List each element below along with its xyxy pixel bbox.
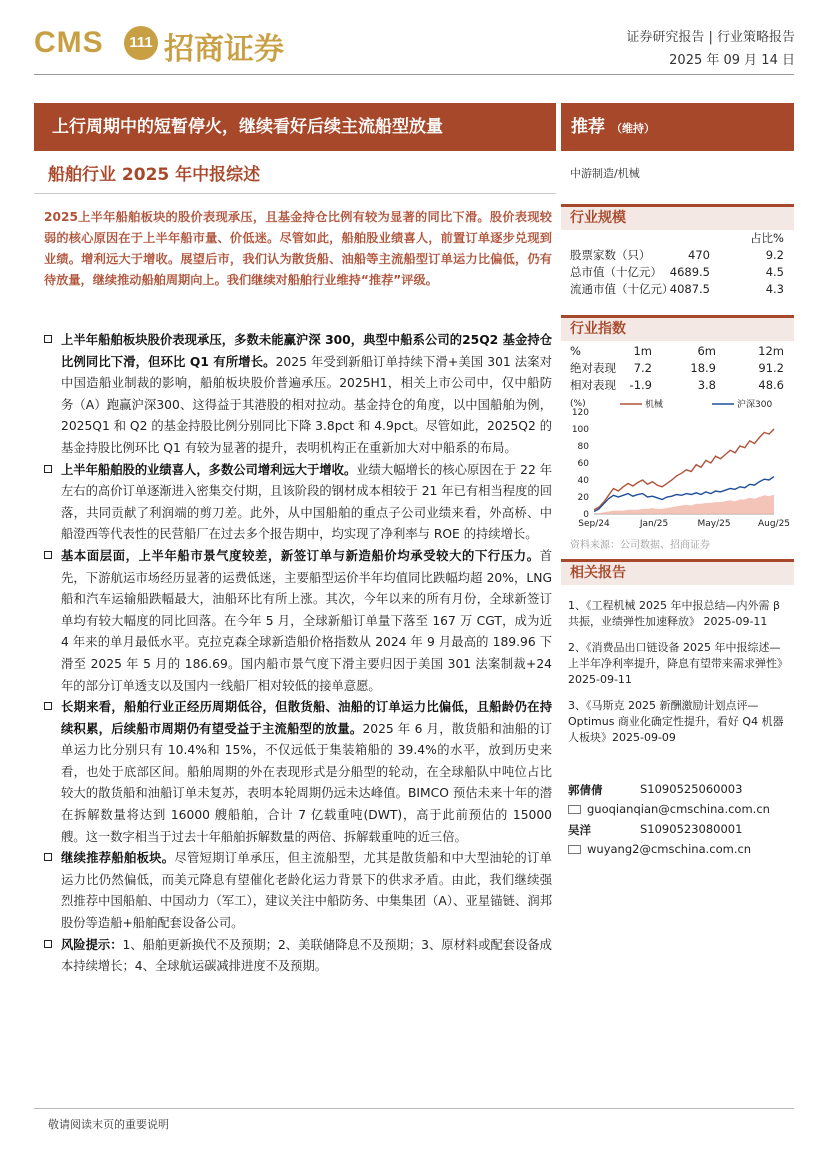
report-type: 证券研究报告 | 行业策略报告 — [626, 30, 795, 45]
checkbox-bullet-icon — [44, 940, 52, 948]
chart-source: 资料来源：公司数据、招商证券 — [570, 540, 710, 551]
rating-box — [561, 103, 794, 151]
pct-header: 占比% — [750, 231, 784, 245]
x-tick-label: May/25 — [697, 519, 731, 529]
cell-1m: 7.2 — [633, 361, 652, 375]
scale-heading: 行业规模 — [561, 204, 794, 230]
footer-divider — [34, 1108, 794, 1109]
row-pct: 4.5 — [765, 265, 784, 279]
report-date: 2025 年 09 月 14 日 — [669, 53, 795, 68]
legend-label: 机械 — [645, 400, 664, 410]
mail-icon — [568, 805, 581, 814]
x-tick-label: Sep/24 — [578, 519, 610, 529]
cell-6m: 18.9 — [690, 361, 716, 375]
col-header: 1m — [633, 344, 652, 358]
rating-label: 推荐 — [571, 117, 605, 137]
row-label: 股票家数（只） — [570, 248, 651, 262]
bullet-text: 首先，下游航运市场经历显著的运费低迷，主要船型运价半年均值同比跌幅均超 20%，LNG 船和汽车运输船跌幅最大，油船环比有所上涨。其次，今年以来的所有月份，全球新签订单均有较大幅度的同比回落。在今年 5 月，全球新船订单量下落至 167 万 CGT，成为近 4 年来的单月最低水平。克拉克森全球新造船价格指数从 2024 年 9 月最高的 189.96 下滑至 2025 年 5 月的 186.69。国内船市景气度下滑主要归因于美国 301 法案制裁+24 年的部分订单透支以及国内一线船厂相对较低的接单意愿。 — [61, 548, 552, 693]
report-subtitle: 船舶行业 2025 年中报综述 — [48, 165, 261, 185]
logo-text: CMS — [34, 26, 104, 59]
row-label: 总市值（十亿元） — [570, 265, 662, 279]
analyst-name: 吴洋 — [568, 823, 591, 837]
bullet-lead: 风险提示： — [61, 937, 123, 952]
header-divider — [34, 74, 794, 75]
bullet-text: 2025 年 6 月，散货船和油船的订单运力比分别只有 10.4%和 15%，不仅远低于集装箱船的 39.4%的水平，放到历史来看，也处于底部区间。船舶周期的外在表现形式是分船型的轮动，在全球船队中吨位占比较大的散货船和油船订单未复苏，表明本轮周期仍远未达峰值。BIMCO 预估未来十年的潜在拆解数量将达到 16000 艘船舶，合计 7 亿载重吨(DWT)，高于此前预估的 15000 艘。这一数字相当于过去十年船舶拆解数量的两倍、拆解载重吨的近三倍。 — [61, 721, 552, 844]
checkbox-bullet-icon — [44, 465, 52, 473]
bullet-item — [44, 460, 552, 546]
cell-12m: 48.6 — [758, 378, 784, 392]
analyst-id: S1090523080001 — [640, 822, 743, 836]
col-header: 12m — [758, 344, 784, 358]
bullet-text: 1、船舶更新换代不及预期；2、美联储降息不及预期；3、原材料或配套设备成本持续增长；4、全球航运碳减排进度不及预期。 — [61, 937, 552, 974]
bullet-lead: 上半年船舶板块股价表现承压，多数未能赢沪深 300，典型中船系公司的25Q2 基金持仓比例同比下滑，但环比 Q1 有所增长。 — [61, 333, 552, 369]
analyst-email[interactable]: guoqianqian@cmschina.com.cn — [587, 802, 770, 816]
col-header: % — [570, 344, 581, 358]
bullet-text: 业绩大幅增长的核心原因在于 22 年左右的高价订单逐渐进入密集交付期，且该阶段的钢材成本相较于 21 年已有相当程度的回落，共同贡献了利润端的剪刀差。此外，从中国船舶的重点子公司业绩来看，外高桥、中船澄西等代表性的民营船厂在过去多个报告期中，均实现了净利率与 ROE 的持续增长。 — [61, 462, 552, 542]
bullet-item — [44, 697, 552, 848]
logo-mark-icon: 111 — [124, 26, 158, 60]
col-header: 6m — [697, 344, 716, 358]
bullet-text: 2025 年受到新船订单持续下滑+美国 301 法案对中国造船业制裁的影响，船舶板块股价普遍承压。2025H1，相关上市公司中，仅中船防务（A）跑赢沪深300、这得益于其港股的相对拉动。基金持仓的角度，以中国船舶为例，2025Q1 和 Q2 的基金持股比例分别同比下降 3.8pct 和 4.9pct。尽管如此，2025Q2 的基金持股比例环比 Q1 有较为显著的提升，表明机构正在重新加大对中船系的布局。 — [61, 354, 553, 455]
index-heading: 行业指数 — [561, 315, 794, 341]
y-tick-label: 100 — [571, 425, 589, 435]
table-header-row — [570, 343, 784, 360]
bullet-item — [44, 546, 552, 697]
logo-cn: 招商证券 — [164, 32, 284, 67]
row-value: 4087.5 — [669, 282, 710, 296]
bullet-lead: 继续推荐船舶板块。 — [61, 851, 175, 866]
y-tick-label: 80 — [577, 442, 589, 452]
index-table — [570, 343, 784, 394]
bullet-text: 尽管短期订单承压，但主流船型，尤其是散货船和中大型油轮的订单运力比仍然偏低，而美元降息有望催化老龄化运力背景下的供求矛盾。由此，我们继续强烈推荐中国船舶、中国动力（军工），建议关注中船防务、中集集团（A）、亚星锚链、润邦股份等造船+船舶配套设备公司。 — [61, 851, 552, 931]
y-tick-label: 60 — [577, 459, 589, 469]
row-label: 流通市值（十亿元） — [570, 282, 674, 296]
related-item[interactable]: 1、《工程机械 2025 年中报总结—内外需 β 共振，业绩弹性加速释放》 2025-09-11 — [568, 599, 781, 628]
y-tick-label: 20 — [577, 493, 589, 503]
scale-table — [570, 230, 790, 298]
row-pct: 4.3 — [765, 282, 784, 296]
index-line-chart — [562, 396, 794, 536]
y-tick-label: 40 — [577, 476, 589, 486]
cell-12m: 91.2 — [758, 361, 784, 375]
bullet-lead: 基本面层面，上半年船市景气度较差，新签订单与新造船价均承受较大的下行压力。 — [61, 548, 540, 563]
row-label: 绝对表现 — [570, 361, 616, 375]
bullet-item — [44, 848, 552, 934]
cms-logo — [34, 22, 284, 66]
mail-icon — [568, 845, 581, 854]
analyst-id: S1090525060003 — [640, 782, 743, 796]
related-list — [568, 598, 790, 756]
bullet-lead: 上半年船舶股的业绩喜人，多数公司增利远大于增收。 — [61, 462, 357, 477]
checkbox-bullet-icon — [44, 335, 52, 343]
bullet-item — [44, 330, 552, 460]
subtitle-divider — [34, 193, 556, 194]
bullet-list — [44, 330, 552, 978]
y-tick-label: 0 — [583, 510, 589, 520]
table-row — [570, 247, 790, 264]
analyst-email[interactable]: wuyang2@cmschina.com.cn — [587, 842, 752, 856]
table-header-row — [570, 230, 790, 247]
analyst-name: 郭倩倩 — [568, 783, 603, 797]
table-row — [570, 377, 784, 394]
footer-note: 敬请阅读末页的重要说明 — [48, 1118, 169, 1131]
summary-paragraph: 2025上半年船舶板块的股价表现承压，且基金持仓比例有较为显著的同比下滑。股价表现较弱的核心原因在于上半年船市量、价低迷。尽管如此，船舶股业绩喜人，前置订单逐步兑现到业绩。增利远大于增收。展望后市，我们认为散货船、油船等主流船型订单运力比偏低，仍有待放量，继续推动船舶周期向上。我们继续对船舶行业维持“推荐”评级。 — [44, 210, 552, 287]
table-row — [570, 264, 790, 281]
x-tick-label: Jan/25 — [639, 519, 669, 529]
y-axis-label: (%) — [570, 399, 586, 409]
industry-label: 中游制造/机械 — [570, 167, 640, 180]
relative-series-area — [594, 495, 774, 515]
related-item[interactable]: 2、《消费品出口链设备 2025 年中报综述—上半年净利率提升，降息有望带来需求弹性》2025-09-11 — [568, 641, 788, 686]
checkbox-bullet-icon — [44, 551, 52, 559]
report-title: 上行周期中的短暂停火，继续看好后续主流船型放量 — [34, 103, 556, 151]
legend-label: 沪深300 — [737, 400, 773, 410]
x-tick-label: Aug/25 — [757, 519, 791, 529]
rating-sub: （维持） — [611, 122, 655, 135]
analyst-block — [568, 782, 788, 862]
y-tick-label: 120 — [571, 408, 589, 418]
checkbox-bullet-icon — [44, 702, 52, 710]
row-pct: 9.2 — [765, 248, 784, 262]
checkbox-bullet-icon — [44, 853, 52, 861]
bullet-lead: 长期来看，船舶行业正经历周期低谷，但散货船、油船的订单运力比偏低，且船龄仍在持续积累，后续船市周期仍有望受益于主流船型的放量。 — [61, 700, 552, 736]
cell-1m: -1.9 — [629, 378, 652, 392]
row-value: 4689.5 — [669, 265, 710, 279]
row-label: 相对表现 — [570, 378, 616, 392]
related-heading: 相关报告 — [561, 559, 794, 585]
table-row — [570, 281, 790, 298]
bullet-item — [44, 935, 552, 978]
table-row — [570, 360, 784, 377]
related-item[interactable]: 3、《马斯克 2025 新酬激励计划点评—Optimus 商业化确定性提升，看好 Q4 机器人板块》2025-09-09 — [568, 699, 784, 744]
cell-6m: 3.8 — [697, 378, 716, 392]
series-line-machinery — [594, 429, 774, 510]
row-value: 470 — [688, 248, 710, 262]
